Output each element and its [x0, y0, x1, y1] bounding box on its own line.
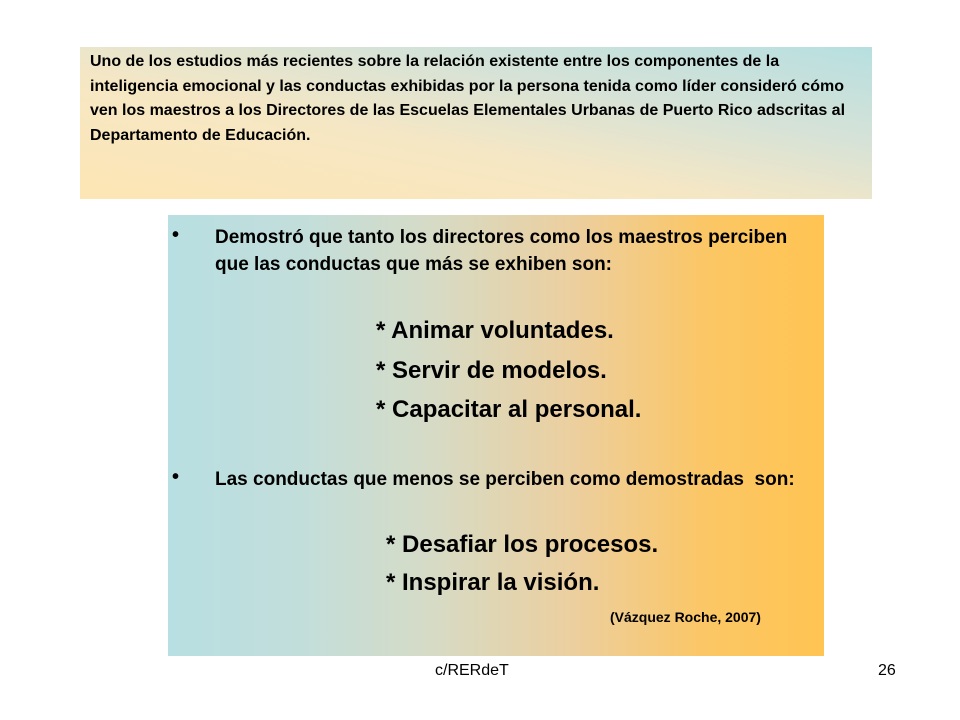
intro-text: Uno de los estudios más recientes sobre la relación existente entre los componentes de la inteligencia emocional y las conductas exhibidas por la persona tenida como líder consideró cómo ven los maestros a los Directores de las Escuelas Elementales Urbanas de Puerto Rico adscritas al Departamento de Educación.	[90, 53, 846, 144]
citation: (Vázquez Roche, 2007)	[610, 609, 761, 625]
bullet-icon: •	[172, 466, 180, 488]
footer-label: c/RERdeT	[435, 662, 509, 679]
list-item: * Animar voluntades.	[376, 317, 614, 344]
list-item: * Inspirar la visión.	[386, 569, 600, 596]
list-item: * Capacitar al personal.	[376, 396, 642, 423]
list-item: * Servir de modelos.	[376, 357, 607, 384]
page-number: 26	[878, 662, 896, 679]
list-item: * Desafiar los procesos.	[386, 531, 659, 558]
bullet-icon: •	[172, 224, 180, 246]
section1-text: Demostró que tanto los directores como los maestros perciben que las conductas que más se exhiben son:	[215, 227, 788, 275]
section2-text: Las conductas que menos se perciben como demostradas son:	[215, 469, 795, 490]
intro-box	[80, 47, 872, 199]
